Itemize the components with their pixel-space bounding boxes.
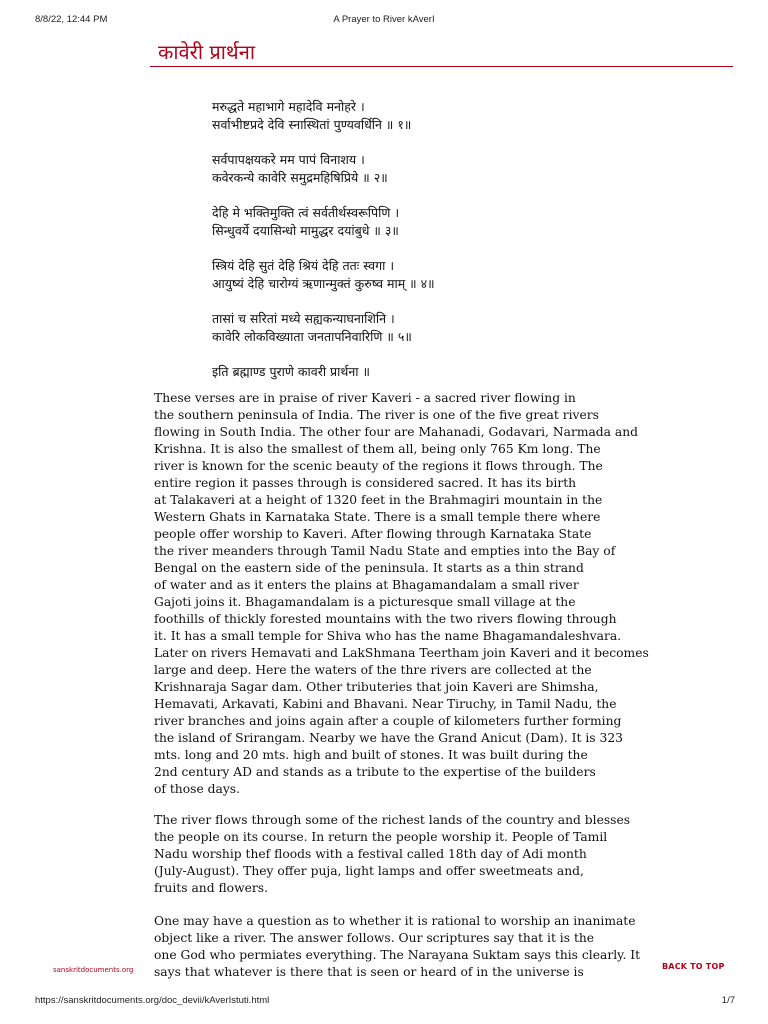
text-line: says that whatever is there that is seen or heard of in the universe is	[154, 965, 584, 979]
text-line: Hemavati, Arkavati, Kabini and Bhavani. Near Tiruchy, in Tamil Nadu, the	[154, 697, 617, 711]
back-to-top-link[interactable]: BACK TO TOP	[662, 962, 725, 971]
text-line: mts. long and 20 mts. high and built of stones. It was built during the	[154, 748, 588, 762]
text-line: object like a river. The answer follows. Our scriptures say that it is the	[154, 931, 595, 945]
sanskrit-verses	[212, 98, 682, 381]
text-line: Nadu worship thef floods with a festival called 18th day of Adi month	[154, 847, 587, 861]
page-number: 1/7	[721, 995, 735, 1006]
text-line: at Talakaveri at a height of 1320 feet in the Brahmagiri mountain in the	[154, 493, 603, 507]
verse-4-line-1: स्त्रियं देहि सुतं देहि श्रियं देहि ततः स्वगा ।	[212, 258, 395, 273]
verse-2-line-1: सर्वपापक्षयकरे मम पापं विनाशय ।	[212, 152, 365, 167]
text-line: the river meanders through Tamil Nadu State and empties into the Bay of	[154, 544, 616, 558]
text-line: of water and as it enters the plains at Bhagamandalam a small river	[154, 578, 579, 592]
text-line: These verses are in praise of river Kaveri - a sacred river flowing in	[154, 391, 576, 405]
verse-3-line-1: देहि मे भक्तिमुक्ति त्वं सर्वतीर्थस्वरूपिणि ।	[212, 205, 400, 220]
text-line: river is known for the scenic beauty of the regions it flows through. The	[154, 459, 603, 473]
text-line: entire region it passes through is considered sacred. It has its birth	[154, 476, 577, 490]
text-line: The river flows through some of the richest lands of the country and blesses	[154, 813, 631, 827]
paragraph-intro	[154, 390, 649, 798]
text-line: One may have a question as to whether it is rational to worship an inanimate	[154, 914, 636, 928]
print-url: https://sanskritdocuments.org/doc_devii/kAverIstuti.html	[35, 995, 270, 1006]
text-line: Western Ghats in Karnataka State. There is a small temple there where	[154, 510, 601, 524]
text-line: of those days.	[154, 782, 240, 796]
verse-2-line-2: कवेरकन्ये कावेरि समुद्रमहिषिप्रिये ॥ २॥	[212, 170, 388, 185]
verse-1-line-1: मरुद्धते महाभागे महादेवि मनोहरे ।	[212, 99, 365, 114]
text-line: large and deep. Here the waters of the thre rivers are collected at the	[154, 663, 592, 677]
text-line: the southern peninsula of India. The river is one of the five great rivers	[154, 408, 599, 422]
text-line: 2nd century AD and stands as a tribute to the expertise of the builders	[154, 765, 596, 779]
verse-1-line-2: सर्वाभीष्टप्रदे देवि स्नास्थितां पुण्यवर्धिनि ॥ १॥	[212, 117, 412, 132]
text-line: foothills of thickly forested mountains with the two rivers flowing through	[154, 612, 617, 626]
text-line: river branches and joins again after a couple of kilometers further forming	[154, 714, 622, 728]
verse-5-line-2: कावेरि लोकविख्याता जनतापनिवारिणि ॥ ५॥	[212, 329, 412, 344]
verse-5-line-1: तासां च सरितां मध्ये सह्यकन्याघनाशिनि ।	[212, 311, 395, 326]
paragraph-worship	[154, 812, 634, 897]
title-divider	[150, 66, 733, 67]
verse-3-line-2: सिन्धुवर्ये दयासिन्धो मामुद्धर दयांबुधे ॥ ३॥	[212, 223, 399, 238]
print-doc-title: A Prayer to River kAverI	[333, 14, 435, 25]
text-line: the people on its course. In return the people worship it. People of Tamil	[154, 830, 608, 844]
verse-4-line-2: आयुष्यं देहि चारोग्यं ऋणान्मुक्तं कुरुष्व माम् ॥ ४॥	[212, 276, 435, 291]
page-title: कावेरी प्रार्थना	[158, 40, 255, 64]
text-line: the island of Srirangam. Nearby we have the Grand Anicut (Dam). It is 323	[154, 731, 623, 745]
text-line: Bengal on the eastern side of the peninsula. It starts as a thin strand	[154, 561, 584, 575]
paragraph-question	[154, 913, 641, 981]
text-line: Gajoti joins it. Bhagamandalam is a picturesque small village at the	[154, 595, 576, 609]
text-line: one God who permiates everything. The Narayana Suktam says this clearly. It	[154, 948, 641, 962]
text-line: flowing in South India. The other four are Mahanadi, Godavari, Narmada and	[154, 425, 639, 439]
text-line: (July-August). They offer puja, light lamps and offer sweetmeats and,	[154, 864, 584, 878]
print-datetime: 8/8/22, 12:44 PM	[35, 14, 108, 25]
text-line: it. It has a small temple for Shiva who has the name Bhagamandaleshvara.	[154, 629, 622, 643]
text-line: people offer worship to Kaveri. After flowing through Karnataka State	[154, 527, 592, 541]
text-line: Krishna. It is also the smallest of them all, being only 765 Km long. The	[154, 442, 601, 456]
site-home-link[interactable]: sanskritdocuments.org	[53, 966, 134, 974]
verse-colophon: इति ब्रह्माण्ड पुराणे कावरी प्रार्थना ॥	[212, 364, 371, 379]
text-line: fruits and flowers.	[154, 881, 268, 895]
print-footer	[0, 995, 768, 1009]
text-line: Later on rivers Hemavati and LakShmana Teertham join Kaveri and it becomes	[154, 646, 649, 660]
text-line: Krishnaraja Sagar dam. Other tributeries that join Kaveri are Shimsha,	[154, 680, 599, 694]
print-header	[0, 14, 768, 28]
